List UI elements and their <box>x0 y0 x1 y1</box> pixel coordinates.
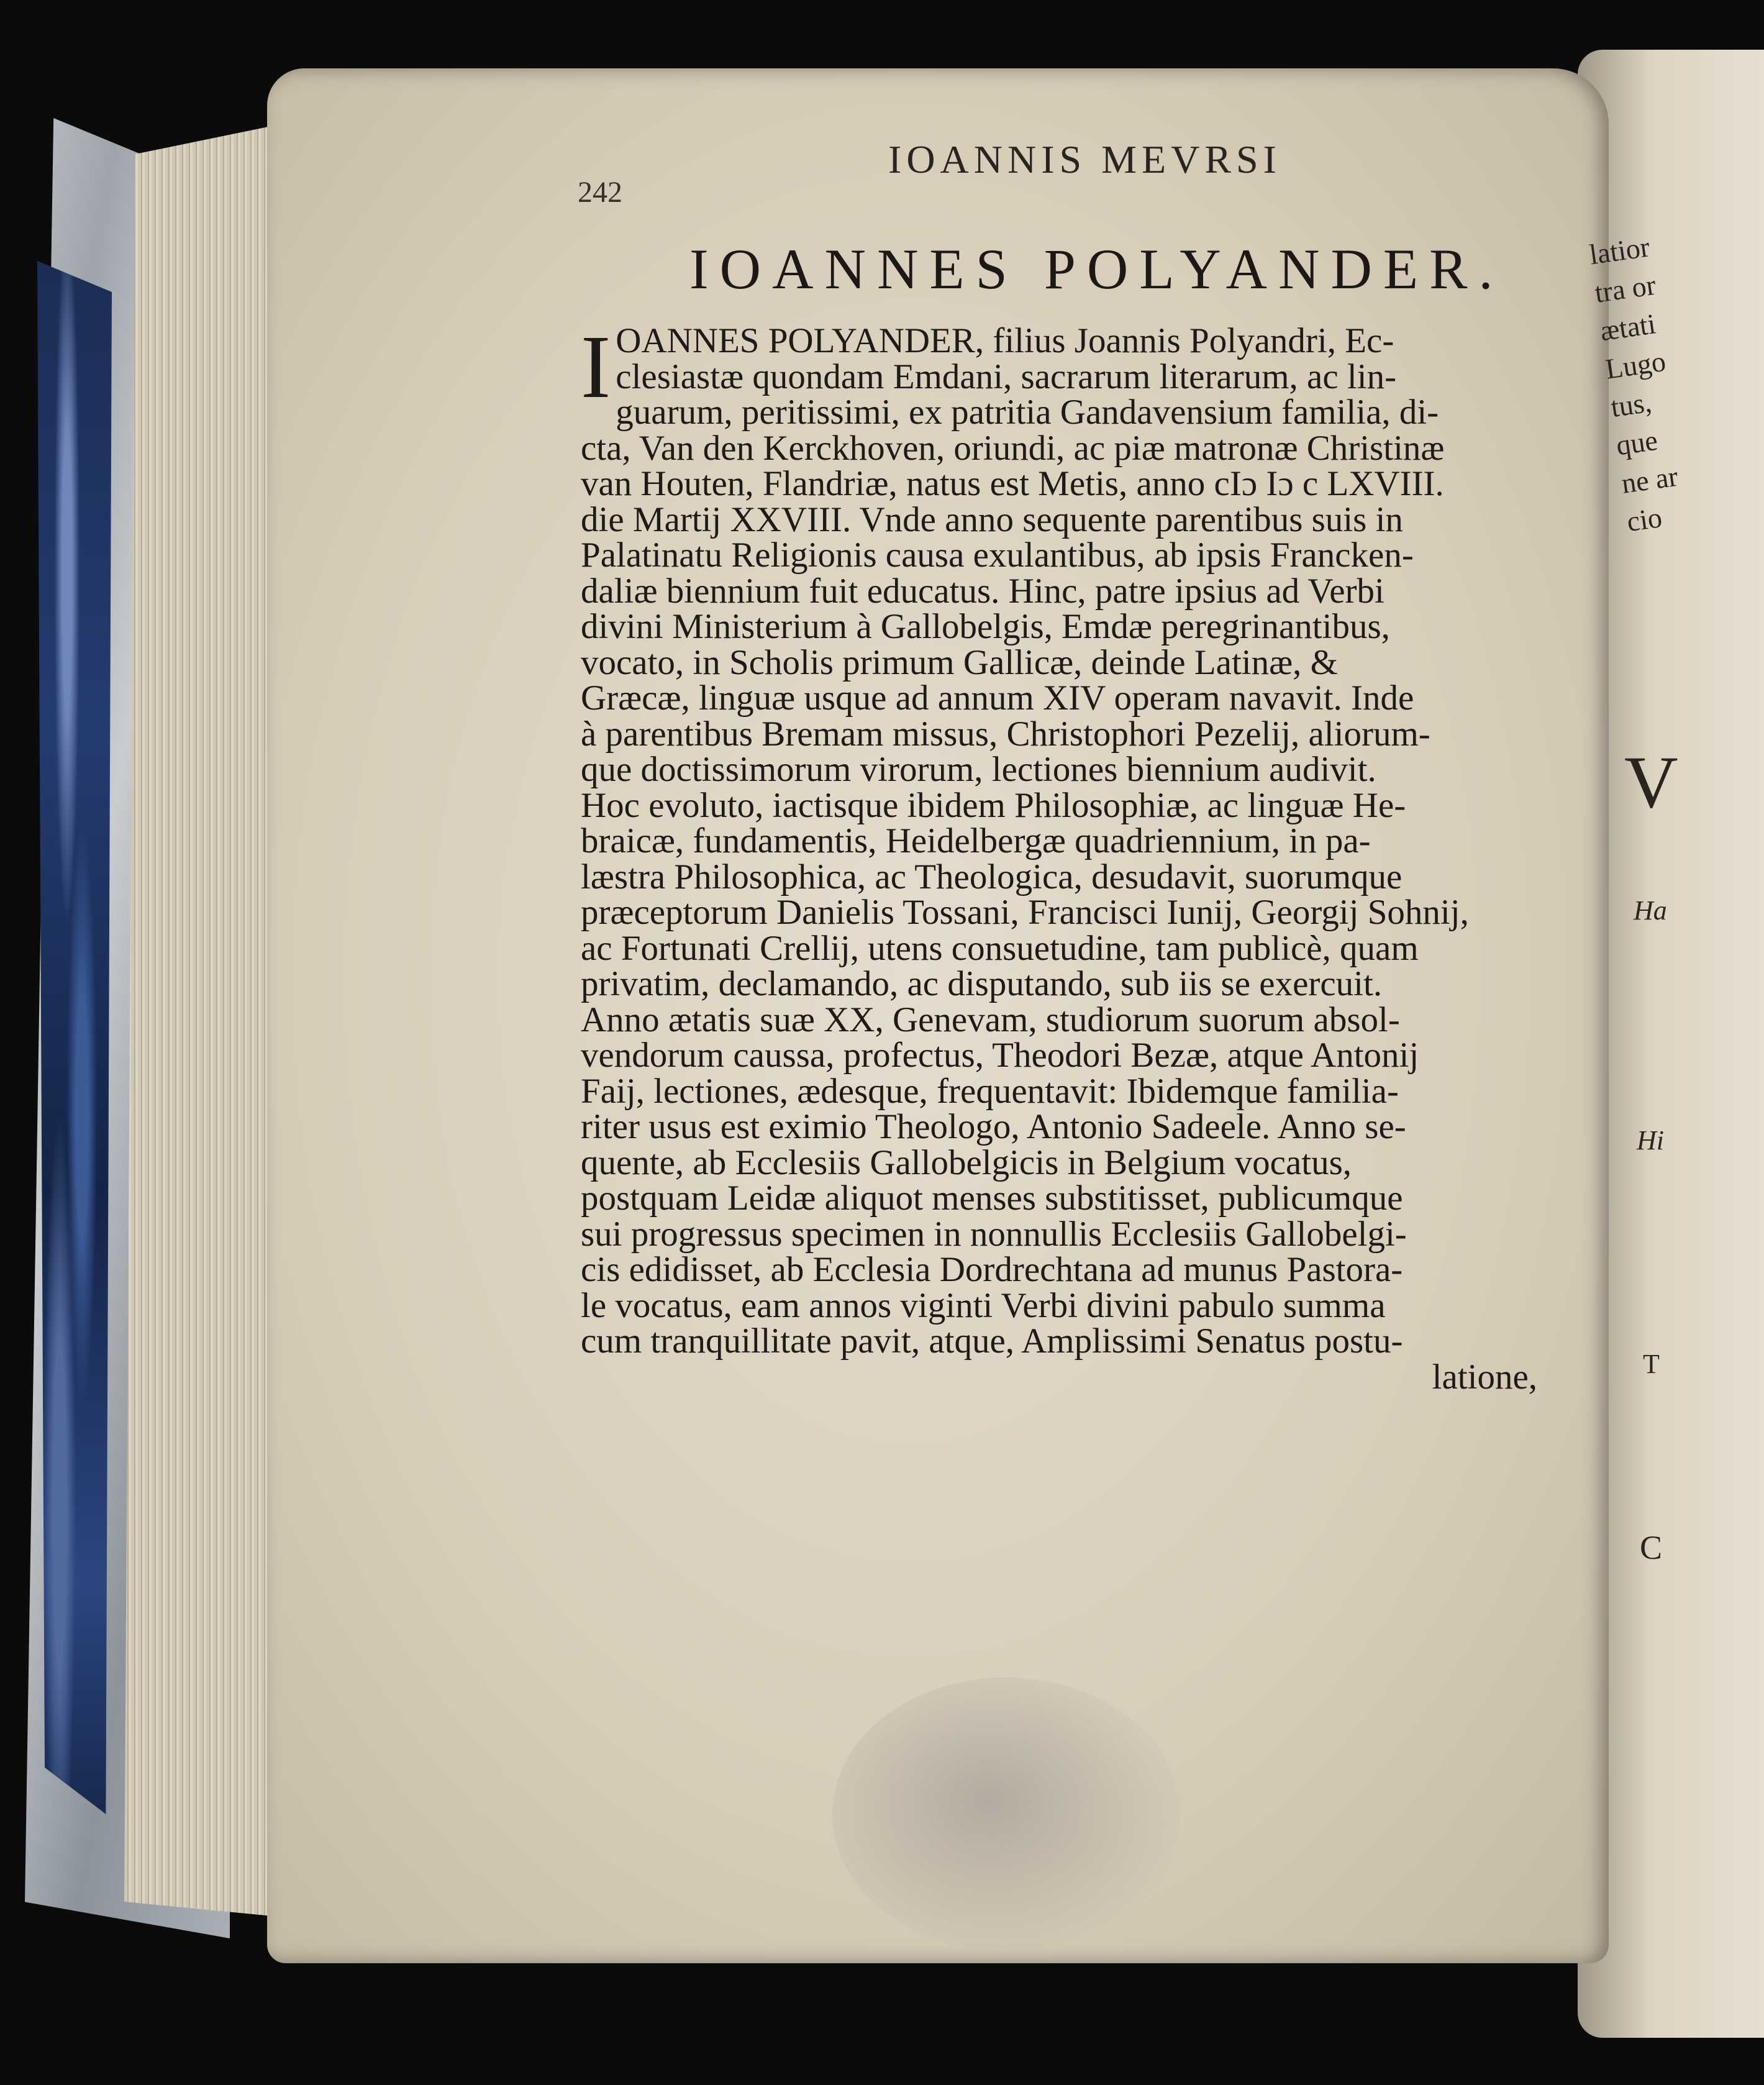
facing-line: tra or <box>1593 268 1658 309</box>
facing-fragment: C <box>1640 1529 1663 1566</box>
body-text <box>581 317 1550 1397</box>
marbled-cover <box>37 261 112 1814</box>
text-line: præceptorum Danielis Tossani, Francisci Iunij, Georgij Sohnij, <box>581 893 1469 932</box>
text-line: postquam Leidæ aliquot menses substitisset, publicumque <box>581 1179 1403 1218</box>
text-line: OANNES POLYANDER, filius Joannis Polyandri, Ec- <box>616 321 1394 360</box>
text-line: die Martij XXVIII. Vnde anno sequente parentibus suis in <box>581 500 1403 539</box>
text-line: cum tranquillitate pavit, atque, Amplissimi Senatus postu- <box>581 1321 1403 1361</box>
facing-fragment: Ha <box>1634 895 1667 926</box>
text-line: clesiastæ quondam Emdani, sacrarum literarum, ac lin- <box>616 357 1397 396</box>
text-line: sui progressus specimen in nonnullis Ecclesiis Gallobelgi- <box>581 1214 1407 1254</box>
running-head: IOANNIS MEVRSI <box>888 137 1281 181</box>
text-line: divini Ministerium à Gallobelgis, Emdæ peregrinantibus, <box>581 607 1390 646</box>
text-line: riter usus est eximio Theologo, Antonio Sadeele. Anno se- <box>581 1107 1406 1146</box>
page-number: 242 <box>578 176 622 209</box>
text-line: guarum, peritissimi, ex patritia Gandavensium familia, di- <box>616 393 1439 432</box>
text-line: Faij, lectiones, ædesque, frequentavit: Ibidemque familia- <box>581 1071 1399 1111</box>
facing-initial: V <box>1624 741 1678 823</box>
text-line: braicæ, fundamentis, Heidelbergæ quadriennium, in pa- <box>581 821 1371 860</box>
chapter-title: IOANNES POLYANDER. <box>689 237 1504 301</box>
text-line: cta, Van den Kerckhoven, oriundi, ac piæ matronæ Christinæ <box>581 428 1445 468</box>
facing-line: que <box>1614 424 1660 462</box>
facing-line: ne ar <box>1619 460 1680 500</box>
facing-fragment: T <box>1643 1349 1660 1379</box>
facing-line: Lugo <box>1603 345 1668 385</box>
text-line: privatim, declamando, ac disputando, sub iis se exercuit. <box>581 964 1383 1003</box>
text-line: vendorum caussa, profectus, Theodori Bezæ, atque Antonij <box>581 1036 1419 1075</box>
text-line: Græcæ, linguæ usque ad annum XIV operam navavit. Inde <box>581 678 1414 718</box>
text-line: van Houten, Flandriæ, natus est Metis, anno cIɔ Iɔ c LXVIII. <box>581 464 1444 503</box>
water-stain <box>832 1677 1180 1951</box>
facing-fragment: Hi <box>1637 1125 1664 1156</box>
catchword: latione, <box>1432 1357 1537 1397</box>
text-line: quente, ab Ecclesiis Gallobelgicis in Belgium vocatus, <box>581 1143 1352 1182</box>
text-line: Palatinatu Religionis causa exulantibus, ab ipsis Francken- <box>581 536 1414 575</box>
facing-line: tus, <box>1609 386 1653 424</box>
facing-line: latior <box>1587 230 1652 271</box>
facing-line: ætati <box>1598 308 1658 347</box>
text-line: à parentibus Bremam missus, Christophori Pezelij, aliorum- <box>581 714 1430 754</box>
dropcap: I <box>581 317 611 417</box>
text-line: le vocatus, eam annos viginti Verbi divini pabulo summa <box>581 1285 1386 1325</box>
text-line: vocato, in Scholis primum Gallicæ, deinde Latinæ, & <box>581 642 1338 682</box>
text-line: daliæ biennium fuit educatus. Hinc, patre ipsius ad Verbi <box>581 571 1384 611</box>
text-line: que doctissimorum virorum, lectiones biennium audivit. <box>581 750 1376 789</box>
text-line: ac Fortunati Crellij, utens consuetudine, tam publicè, quam <box>581 928 1419 968</box>
facing-line: cio <box>1625 501 1664 538</box>
text-line: cis edidisset, ab Ecclesia Dordrechtana ad munus Pastora- <box>581 1250 1403 1289</box>
text-line: Hoc evoluto, iactisque ibidem Philosophiæ, ac linguæ He- <box>581 785 1406 825</box>
text-line: læstra Philosophica, ac Theologica, desudavit, suorumque <box>581 857 1403 897</box>
text-line: Anno ætatis suæ XX, Genevam, studiorum suorum absol- <box>581 1000 1400 1039</box>
